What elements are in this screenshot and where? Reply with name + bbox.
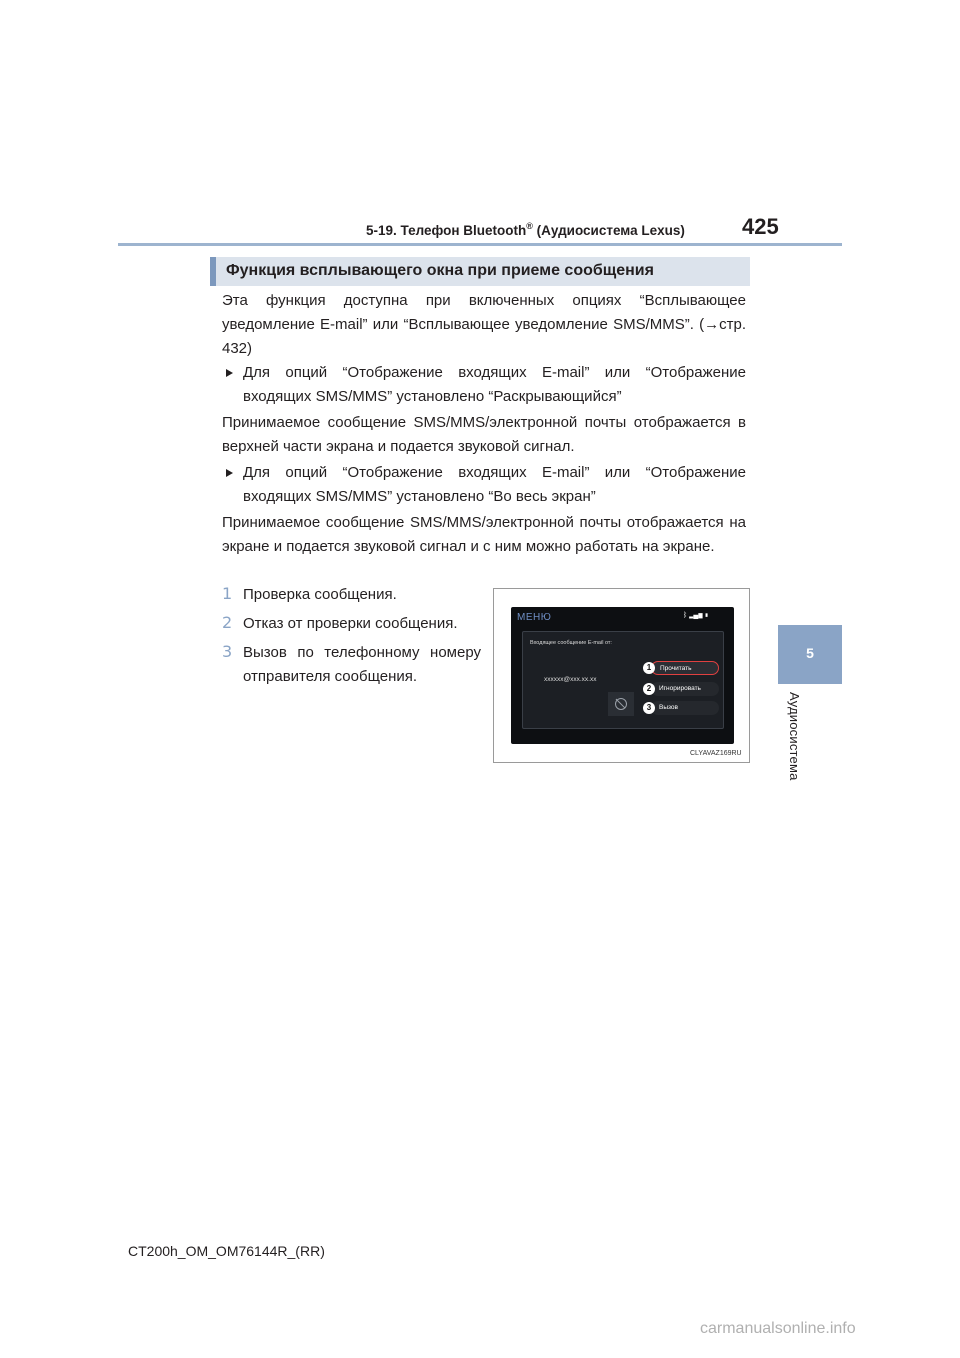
- bullet-text: Для опций “Отображение входящих E-mail” или “Отображение входящих SMS/MMS” установлено “Во весь экран”: [243, 464, 746, 505]
- chapter-tab-number: 5: [806, 645, 814, 661]
- watermark: carmanualsonline.info: [700, 1320, 856, 1337]
- display-screen: [511, 607, 734, 744]
- bullet-text: Для опций “Отображение входящих E-mail” или “Отображение входящих SMS/MMS” установлено “Раскрывающийся”: [243, 364, 746, 405]
- chapter-tab[interactable]: [778, 625, 842, 684]
- item-text: Проверка сообщения.: [243, 586, 397, 603]
- chapter-header: [366, 221, 685, 238]
- section-title: Функция всплывающего окна при приеме сообщения: [226, 262, 654, 279]
- intro-paragraph: Эта функция доступна при включенных опциях “Всплывающее уведомление E-mail” или “Всплывающее уведомление SMS/MMS”. (→стр. 432): [222, 292, 746, 357]
- callout-marker: 3: [643, 702, 655, 714]
- callout-marker: 1: [643, 662, 655, 674]
- bluetooth-icon: ᛒ: [683, 612, 688, 619]
- bullet-item: [226, 361, 746, 409]
- read-button[interactable]: [651, 661, 719, 675]
- bullet-description: Принимаемое сообщение SMS/MMS/электронной почты отображается в верхней части экрана и подается звуковой сигнал.: [222, 414, 746, 455]
- popup-heading: Входящее сообщение E-mail от:: [530, 640, 612, 646]
- read-button-label: Прочитать: [660, 665, 692, 672]
- screen-title: МЕНЮ: [517, 612, 552, 623]
- page-number: 425: [742, 214, 779, 239]
- figure-code: CLYAVAZ169RU: [690, 750, 742, 757]
- chapter-tab-label: Аудиосистема: [787, 692, 802, 781]
- no-entry-icon: [608, 692, 634, 716]
- message-popup: [522, 631, 724, 729]
- battery-icon: ▮: [704, 612, 709, 619]
- section-heading: [210, 257, 750, 286]
- call-button-label: Вызов: [659, 704, 678, 711]
- item-number: 2: [222, 613, 233, 632]
- status-bar: [683, 612, 709, 619]
- registered-mark: ®: [526, 221, 533, 231]
- item-number: 1: [222, 584, 233, 603]
- signal-icon: ▂▄▆: [689, 612, 703, 619]
- chapter-title-suffix: (Аудиосистема Lexus): [532, 223, 685, 238]
- item-text: Вызов по телефонному номеру отправителя сообщения.: [243, 644, 481, 685]
- triangle-bullet-icon: [226, 469, 233, 477]
- callout-marker: 2: [643, 683, 655, 695]
- ignore-button-label: Игнорировать: [659, 685, 701, 692]
- triangle-bullet-icon: [226, 369, 233, 377]
- bullet-description: Принимаемое сообщение SMS/MMS/электронной почты отображается на экране и подается звуковой сигнал и с ним можно работать на экране.: [222, 514, 746, 555]
- chapter-title: 5-19. Телефон Bluetooth: [366, 223, 527, 238]
- document-code: CT200h_OM_OM76144R_(RR): [128, 1243, 325, 1259]
- call-button[interactable]: [651, 701, 719, 715]
- header-rule: [118, 243, 842, 246]
- item-text: Отказ от проверки сообщения.: [243, 615, 458, 632]
- ignore-button[interactable]: [651, 682, 719, 696]
- sender-address: xxxxxx@xxx.xx.xx: [544, 676, 597, 683]
- screen-illustration: [493, 588, 750, 763]
- item-number: 3: [222, 642, 233, 661]
- bullet-item: [226, 461, 746, 509]
